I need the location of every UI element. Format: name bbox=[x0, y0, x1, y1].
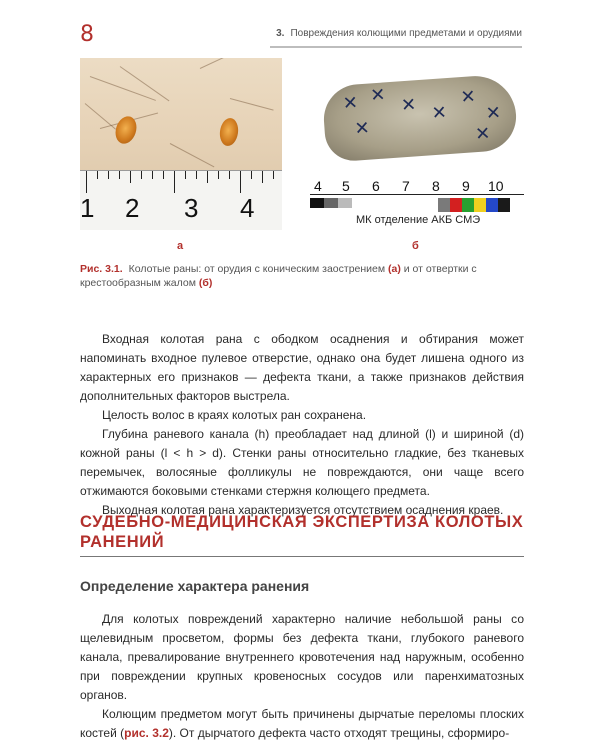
paragraph-end: ). От дырчатого дефекта часто отходят трещины, сформиро- bbox=[168, 726, 510, 740]
caption-ref-b: (б) bbox=[198, 277, 213, 289]
photo-screwdriver-wound bbox=[310, 58, 524, 230]
caption-text-1: Колотые раны: от орудия с коническим заострением bbox=[128, 263, 389, 275]
page-number: 8 bbox=[80, 22, 94, 47]
subsection-title: Определение характера ранения bbox=[80, 578, 310, 594]
ruler-b-num-5: 5 bbox=[342, 178, 350, 194]
caption-text-2: и от отвертки с крестообразным жалом bbox=[80, 263, 477, 289]
ruler-a-num-4: 4 bbox=[240, 193, 255, 223]
ruler-b-num-6: 6 bbox=[372, 178, 380, 194]
ruler-b-num-10: 10 bbox=[488, 178, 504, 194]
panel-label-b: б bbox=[412, 240, 419, 252]
paragraph: Для колотых повреждений характерно наличие небольшой раны со щелевидным просветом, формы без дефекта ткани, глубокого раневого канала, превалирование внутреннего кровотечения над наружным, особенно при повреждении крупных кровеносных сосудов или паренхиматозных органов. bbox=[80, 612, 524, 702]
ruler-b-num-9: 9 bbox=[462, 178, 470, 194]
ruler-b-num-4: 4 bbox=[314, 178, 322, 194]
ruler-b-num-8: 8 bbox=[432, 178, 440, 194]
panel-label-a: а bbox=[177, 240, 184, 252]
figure-ref: Рис. 3.1. bbox=[80, 263, 123, 275]
paragraph: Глубина раневого канала (h) преобладает над длиной (l) и шириной (d) кожной раны (l < h > d). Стенки раны относительно гладкие, без тканевых перемычек, волосяные фолликулы не повреждаются, они чаще всего отжимаются боковыми стенками стержня колющего предмета. bbox=[80, 427, 524, 498]
chapter-number: 3. bbox=[276, 28, 285, 39]
header-rule bbox=[270, 46, 522, 48]
ruler-b-num-7: 7 bbox=[402, 178, 410, 194]
ruler-a-num-3: 3 bbox=[184, 193, 199, 223]
lab-label: МК отделение АКБ СМЭ bbox=[356, 214, 481, 226]
paragraph bbox=[80, 705, 524, 743]
figure-caption bbox=[80, 262, 524, 290]
tissue-specimen: ✕ ✕ ✕ ✕ ✕ ✕ ✕ ✕ bbox=[322, 73, 519, 162]
section-rule bbox=[80, 556, 524, 557]
paragraph-start: Колющим предметом могут быть причинены дырчатые переломы плоских костей ( bbox=[80, 707, 524, 740]
figure-link[interactable]: рис. 3.2 bbox=[124, 726, 169, 740]
paragraph: Входная колотая рана с ободком осаднения и обтирания может напоминать входное пулевое отверстие, однако она будет лишена одного из характерных его признаков — дефекта ткани, а также признаков действия дополнительных факторов выстрела. bbox=[80, 332, 524, 403]
body-text bbox=[80, 330, 524, 520]
photo-conical-wound bbox=[80, 58, 282, 230]
ruler-b bbox=[310, 170, 524, 230]
wound-right bbox=[218, 117, 240, 147]
section-body bbox=[80, 610, 524, 743]
caption-ref-a: (а) bbox=[388, 263, 401, 275]
ruler-a bbox=[80, 170, 282, 230]
section-title: СУДЕБНО-МЕДИЦИНСКАЯ ЭКСПЕРТИЗА КОЛОТЫХ РАНЕНИЙ bbox=[80, 513, 524, 551]
ruler-a-num-1: 1 bbox=[80, 193, 95, 223]
chapter-title: Повреждения колющими предметами и орудиями bbox=[290, 28, 522, 39]
ruler-a-num-2: 2 bbox=[125, 193, 140, 223]
paragraph: Выходная колотая рана характеризуется отсутствием осаднения краев. bbox=[102, 503, 504, 517]
running-head bbox=[270, 28, 522, 39]
paragraph: Целость волос в краях колотых ран сохранена. bbox=[102, 408, 367, 422]
